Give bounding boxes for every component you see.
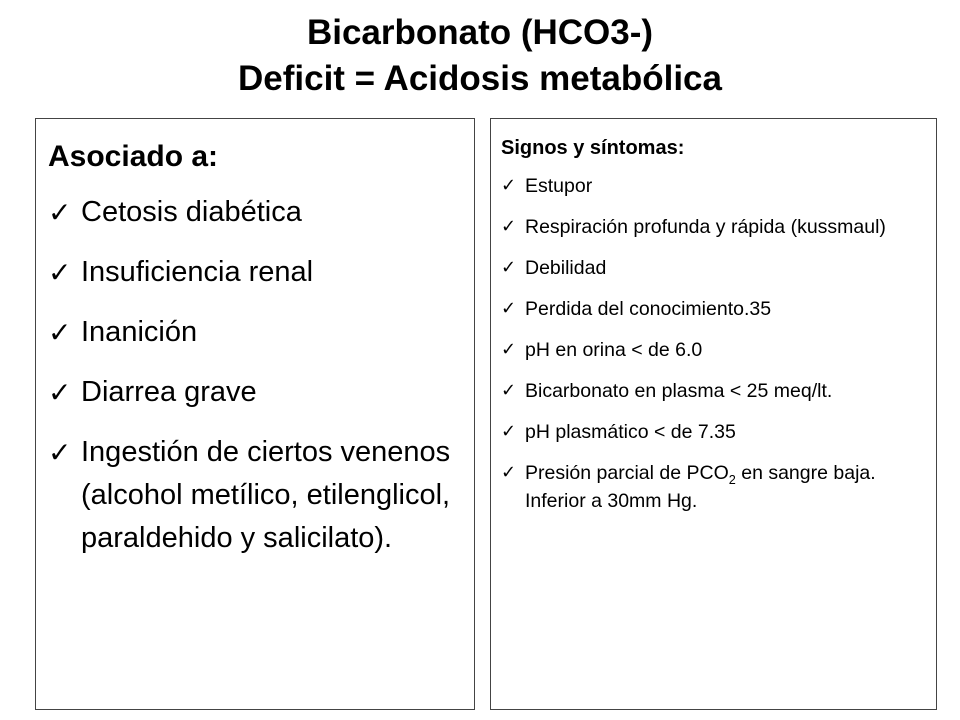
cause-text: Cetosis diabética — [81, 196, 302, 228]
list-item — [501, 418, 926, 446]
associated-heading: Asociado a: — [48, 140, 219, 173]
check-icon: ✓ — [48, 256, 72, 289]
symptom-text: pH en orina < de 6.0 — [525, 339, 703, 361]
check-icon: ✓ — [501, 380, 517, 401]
symptom-text: Perdida del conocimiento.35 — [525, 298, 772, 320]
symptom-text: Bicarbonato en plasma < 25 meq/lt. — [525, 380, 833, 402]
signs-heading: Signos y síntomas: — [501, 137, 685, 159]
title-line-2: Deficit = Acidosis metabólica — [237, 59, 722, 98]
symptom-text: Respiración profunda y rápida (kussmaul) — [525, 216, 886, 238]
pco2-text-after: en sangre baja. Inferior a 30mm Hg. — [525, 462, 876, 512]
pco2-text-before: Presión parcial de PCO — [525, 462, 729, 484]
list-item — [48, 431, 460, 560]
list-item — [501, 336, 926, 364]
symptoms-list — [501, 172, 926, 515]
check-icon: ✓ — [48, 376, 72, 409]
check-icon: ✓ — [501, 339, 517, 360]
check-icon: ✓ — [501, 298, 517, 319]
symptom-text: pH plasmático < de 7.35 — [525, 421, 736, 443]
cause-text: Ingestión de ciertos venenos (alcohol metílico, etilenglicol, paraldehido y salicilato). — [81, 436, 451, 554]
symptom-text — [525, 462, 876, 512]
check-icon: ✓ — [501, 462, 517, 483]
check-icon: ✓ — [48, 196, 72, 229]
cause-text: Diarrea grave — [81, 376, 257, 408]
check-icon: ✓ — [501, 257, 517, 278]
causes-list — [48, 191, 460, 560]
check-icon: ✓ — [501, 216, 517, 237]
slide-title — [0, 10, 960, 102]
list-item — [48, 251, 460, 294]
check-icon: ✓ — [501, 175, 517, 196]
list-item — [48, 191, 460, 234]
list-item — [501, 172, 926, 200]
list-item — [501, 459, 926, 515]
check-icon: ✓ — [501, 421, 517, 442]
list-item — [501, 213, 926, 241]
check-icon: ✓ — [48, 316, 72, 349]
signs-symptoms-panel — [490, 118, 937, 710]
list-item — [48, 311, 460, 354]
symptom-text: Estupor — [525, 175, 593, 197]
title-line-1: Bicarbonato (HCO3-) — [306, 13, 654, 52]
list-item — [48, 371, 460, 414]
symptom-text: Debilidad — [525, 257, 607, 279]
cause-text: Inanición — [81, 316, 198, 348]
list-item — [501, 254, 926, 282]
pco2-subscript: 2 — [728, 472, 736, 487]
list-item — [501, 377, 926, 405]
list-item — [501, 295, 926, 323]
check-icon: ✓ — [48, 436, 72, 469]
associated-causes-panel — [35, 118, 475, 710]
cause-text: Insuficiencia renal — [81, 256, 314, 288]
